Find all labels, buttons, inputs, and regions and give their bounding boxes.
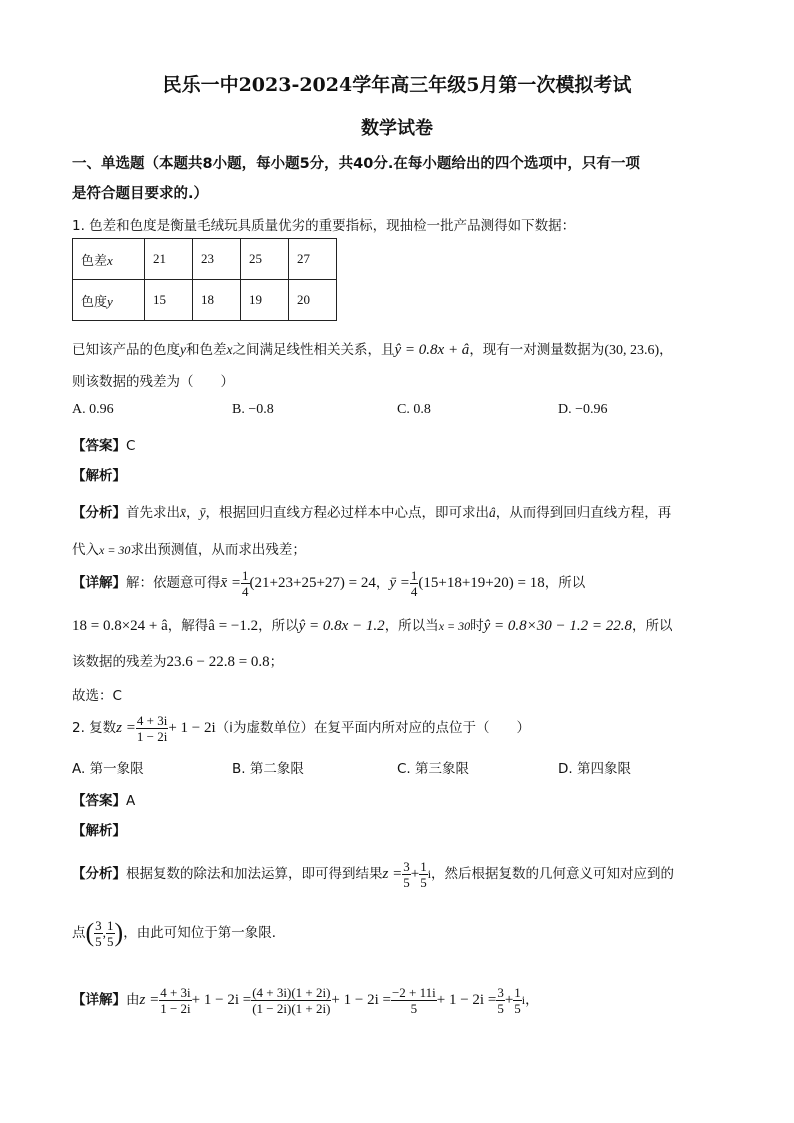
row-label: 色度 — [81, 294, 108, 310]
math-expr: (21+23+25+27) = 24 — [249, 575, 376, 591]
text: ，从而得到回归直线方程，再 — [495, 505, 672, 521]
text: 求出预测值，从而求出残差； — [130, 542, 306, 558]
q2-answer — [72, 789, 135, 809]
fraction-denominator: 4 — [410, 583, 418, 599]
q1-fenxi-line1 — [72, 501, 671, 521]
table-cell: 27 — [289, 239, 337, 280]
row-label: 色差 — [81, 253, 108, 269]
table-cell: 21 — [145, 239, 193, 280]
fraction-denominator: (1 − 2i)(1 + 2i) — [252, 1000, 331, 1016]
text: ， — [659, 342, 673, 358]
fraction — [513, 986, 522, 1015]
table-row-header — [73, 280, 145, 321]
fraction — [159, 986, 191, 1015]
math-expr: x = 30 — [438, 619, 471, 633]
math-expr: ŷ = 0.8x − 1.2 — [298, 618, 385, 634]
math-expr: ŷ = 0.8×30 − 1.2 = 22.8 — [483, 618, 633, 634]
q2-stem — [72, 711, 530, 745]
text: , — [102, 925, 107, 940]
math-op: + — [410, 866, 420, 882]
option-d: D. 第四象限 — [558, 761, 631, 777]
fraction-denominator: 1 − 2i — [160, 1000, 191, 1016]
math-expr: 23.6 − 22.8 = 0.8 — [166, 654, 270, 670]
math-expr: + 1 − 2i = — [191, 992, 252, 1008]
q2-xiangjie — [72, 980, 539, 1020]
math-var: y — [180, 342, 186, 357]
text: ， — [375, 575, 390, 591]
section-heading-line2: 是符合题目要求的.） — [72, 186, 209, 202]
option-c: C. 0.8 — [397, 402, 431, 417]
q1-condition — [72, 338, 673, 359]
text: 之间满足线性相关关系，且 — [232, 342, 395, 358]
fraction-denominator: 5 — [497, 1000, 504, 1016]
math-expr: + 1 − 2i = — [436, 992, 497, 1008]
q1-stem: 1. 色差和色度是衡量毛绒玩具质量优劣的重要指标，现抽检一批产品测得如下数据： — [72, 218, 576, 234]
fraction-numerator: 3 — [403, 858, 410, 874]
text: 解：依题意可得 — [126, 575, 221, 591]
text: 代入 — [72, 542, 99, 558]
math-var: â — [489, 505, 496, 520]
fraction-numerator: 1 — [514, 984, 521, 1000]
answer-value: A — [126, 793, 136, 809]
fraction-numerator: 1 — [420, 858, 427, 874]
text: ，根据回归直线方程必过样本中心点，即可求出 — [205, 505, 489, 521]
row-var: y — [107, 293, 113, 309]
fraction-numerator: 3 — [497, 984, 504, 1000]
math-var: x̄ — [180, 505, 186, 520]
math-expr: + 1 − 2i = — [331, 992, 391, 1008]
fraction — [419, 860, 428, 889]
page-subtitle: 数学试卷 — [361, 118, 433, 139]
answer-value: C — [126, 438, 136, 454]
row-var: x — [107, 252, 113, 268]
text: ， — [525, 992, 539, 1008]
math-op: + — [504, 992, 514, 1008]
page-title: 民乐一中2023-2024学年高三年级5月第一次模拟考试 — [162, 74, 632, 96]
fraction-numerator: 3 — [95, 917, 102, 933]
text: ， — [186, 505, 200, 521]
q1-choose: 故选：C — [72, 688, 122, 704]
math-expr: z = — [116, 720, 136, 736]
math-expr: x̄ = — [220, 575, 242, 591]
paren-open: ( — [85, 918, 95, 947]
text: 根据复数的除法和加法运算，即可得到结果 — [126, 866, 383, 882]
fraction-denominator: 1 − 2i — [136, 728, 168, 744]
text: ，由此可知位于第一象限． — [123, 925, 286, 941]
fraction — [241, 569, 250, 598]
math-expr: â = −1.2 — [208, 618, 259, 634]
fraction — [251, 986, 331, 1015]
fraction-numerator: 4 + 3i — [160, 984, 191, 1000]
fraction — [496, 986, 505, 1015]
text: ，现有一对测量数据为 — [469, 342, 605, 358]
q2-fenxi-line1 — [72, 857, 674, 891]
math-expr: z = — [139, 992, 160, 1008]
fraction-numerator: 1 — [410, 567, 418, 583]
fraction-denominator: 5 — [403, 874, 410, 890]
text: ； — [269, 654, 284, 670]
q1-answer — [72, 434, 135, 454]
fraction — [391, 986, 437, 1015]
q1-xiangjie-line1 — [72, 568, 585, 598]
text: （i为虚数单位）在复平面内所对应的点位于（ ） — [215, 720, 530, 736]
option-b: B. 第二象限 — [232, 761, 304, 777]
fenxi-tag: 【分析】 — [72, 505, 126, 521]
fraction-numerator: (4 + 3i)(1 + 2i) — [252, 984, 331, 1000]
math-expr: + 1 − 2i — [168, 720, 216, 736]
text: 点 — [72, 925, 86, 941]
math-var: ȳ — [199, 505, 206, 520]
fraction — [94, 919, 103, 948]
table-cell: 25 — [241, 239, 289, 280]
text: ，然后根据复数的几何意义可知对应到的 — [431, 866, 675, 882]
math-expr: z = — [382, 866, 403, 882]
q1-xiangjie-line2 — [72, 614, 673, 635]
fraction-denominator: 4 — [242, 583, 249, 599]
fraction-denominator: 5 — [420, 874, 427, 890]
math-expr: ȳ = — [389, 575, 410, 591]
fraction-numerator: 1 — [107, 917, 114, 933]
text: ，所以 — [258, 618, 299, 634]
text: 首先求出 — [126, 505, 180, 521]
option-c: C. 第三象限 — [397, 761, 470, 777]
fraction-denominator: 5 — [95, 933, 102, 949]
fraction — [402, 860, 411, 889]
fraction — [106, 919, 115, 948]
q2-analysis-tag: 【解析】 — [72, 823, 126, 839]
fraction-denominator: 5 — [107, 933, 114, 949]
table-row-header — [73, 239, 145, 280]
math-var: x — [226, 342, 233, 357]
fraction-numerator: 4 + 3i — [136, 712, 168, 728]
q1-xiangjie-line3 — [72, 650, 283, 671]
xiangjie-tag: 【详解】 — [72, 992, 126, 1008]
math-var: i — [521, 993, 526, 1007]
table-cell: 23 — [193, 239, 241, 280]
option-b: B. −0.8 — [232, 402, 274, 417]
regression-equation: ŷ = 0.8x + â — [394, 342, 470, 358]
math-expr: (15+18+19+20) = 18 — [418, 575, 545, 591]
table-cell: 18 — [193, 280, 241, 321]
option-d: D. −0.96 — [558, 402, 608, 417]
math-expr: x = 30 — [99, 543, 131, 557]
math-expr: 18 = 0.8×24 + â — [72, 618, 168, 634]
text: ，所以 — [632, 618, 673, 634]
answer-tag: 【答案】 — [72, 438, 126, 454]
table-cell: 15 — [145, 280, 193, 321]
paren-close: ) — [114, 918, 124, 947]
text: 已知该产品的色度 — [72, 342, 180, 358]
fraction-numerator: −2 + 11i — [391, 984, 436, 1000]
fraction-denominator: 5 — [410, 1000, 418, 1016]
q1-question: 则该数据的残差为（ ） — [72, 374, 234, 390]
text: 该数据的残差为 — [72, 654, 167, 670]
fenxi-tag: 【分析】 — [72, 866, 126, 882]
text: ，解得 — [167, 618, 209, 634]
answer-tag: 【答案】 — [72, 793, 126, 809]
table-row — [73, 280, 337, 321]
section-heading-line1: 一、单选题（本题共8小题，每小题5分，共40分.在每小题给出的四个选项中，只有一项 — [72, 156, 640, 172]
q1-fenxi-line2 — [72, 538, 306, 558]
text: 2. 复数 — [72, 720, 117, 736]
text: 时 — [470, 618, 484, 634]
fraction-numerator: 1 — [242, 567, 249, 583]
q1-analysis-tag: 【解析】 — [72, 468, 126, 484]
text: ，所以当 — [384, 618, 439, 634]
xiangjie-tag: 【详解】 — [72, 575, 126, 591]
table-row — [73, 239, 337, 280]
q1-data-table — [72, 238, 337, 321]
table-cell: 19 — [241, 280, 289, 321]
option-a: A. 0.96 — [72, 402, 114, 417]
text: ，所以 — [544, 575, 586, 591]
data-point: (30, 23.6) — [604, 343, 660, 358]
option-a: A. 第一象限 — [72, 761, 144, 777]
text: 和色差 — [186, 342, 227, 358]
table-cell: 20 — [289, 280, 337, 321]
fraction — [136, 714, 168, 743]
q2-fenxi-line2 — [72, 913, 285, 953]
text: 由 — [126, 992, 140, 1008]
fraction-denominator: 5 — [514, 1000, 521, 1016]
math-var: i — [427, 867, 432, 881]
